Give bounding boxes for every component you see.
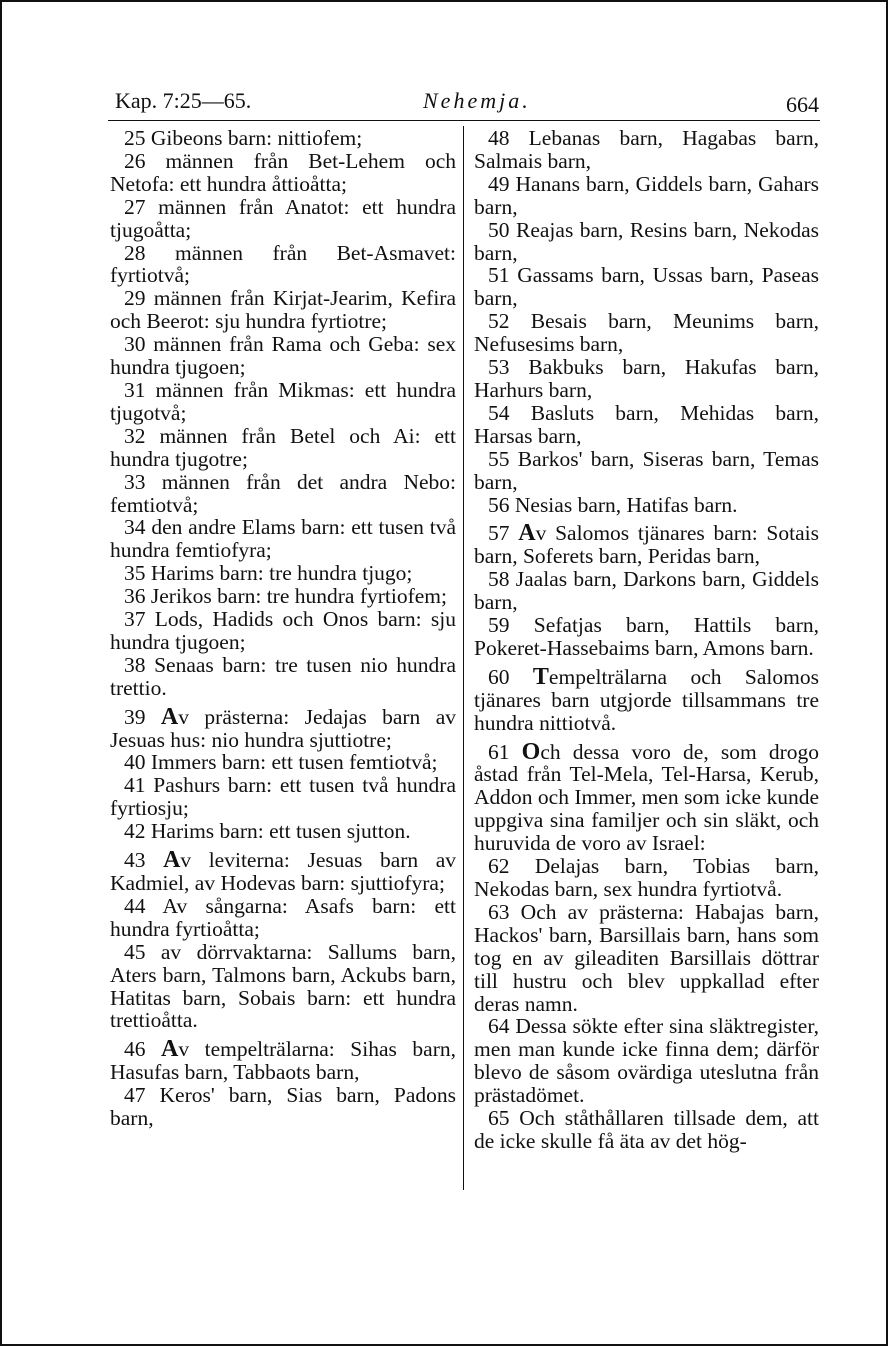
verse-text: Gibeons barn: nittiofem; — [150, 126, 363, 150]
verse-text: männen från Kirjat-Jearim, Kefira och Beerot: sju hundra fyrtiotre; — [110, 286, 456, 334]
verse-25 — [110, 127, 456, 150]
verse-56 — [474, 494, 819, 517]
left-column — [110, 127, 456, 1130]
verse-number: 52 — [488, 309, 510, 334]
verse-37 — [110, 608, 456, 654]
verse-number: 32 — [124, 423, 146, 448]
verse-29 — [110, 287, 456, 333]
verse-number: 34 — [124, 515, 146, 540]
verse-number: 42 — [124, 819, 146, 844]
verse-43 — [110, 849, 456, 895]
verse-59 — [474, 614, 819, 660]
verse-34 — [110, 516, 456, 562]
verse-number: 28 — [124, 240, 146, 265]
verse-number: 53 — [488, 355, 510, 380]
verse-text: v tempelträlarna: Sihas barn, Hasufas barn, Tabbaots barn, — [110, 1037, 456, 1085]
verse-text: männen från Betel och Ai: ett hundra tjugotre; — [110, 423, 456, 471]
verse-33 — [110, 471, 456, 517]
verse-63 — [474, 901, 819, 1016]
verse-48 — [474, 127, 819, 173]
verse-number: 47 — [124, 1083, 146, 1108]
verse-number: 49 — [488, 171, 510, 196]
verse-number: 45 — [124, 939, 146, 964]
verse-text: Gassams barn, Ussas barn, Paseas barn, — [474, 263, 819, 311]
verse-number: 35 — [124, 561, 146, 586]
verse-number: 43 — [124, 848, 146, 873]
right-column — [474, 127, 819, 1153]
verse-65 — [474, 1107, 819, 1153]
verse-text: ch dessa voro de, som drogo åstad från Tel-Mela, Tel-Harsa, Kerub, Addon och Immer, men som icke kunde uppgiva sina familjer och sin släkt, och huruvida de voro av Israel: — [474, 739, 819, 856]
verse-number: 63 — [488, 899, 510, 924]
verse-text: männen från Mikmas: ett hundra tjugotvå; — [110, 377, 457, 425]
verse-number: 29 — [124, 286, 146, 311]
verse-text: Harims barn: ett tusen sjutton. — [150, 819, 411, 844]
verse-52 — [474, 310, 819, 356]
verse-28 — [110, 242, 456, 288]
verse-text: Delajas barn, Tobias barn, Nekodas barn, sex hundra fyrtiotvå. — [474, 854, 819, 901]
verse-51 — [474, 264, 819, 310]
verse-text: Immers barn: ett tusen femtiotvå; — [150, 750, 438, 775]
verse-number: 40 — [124, 750, 146, 775]
verse-44 — [110, 895, 456, 941]
verse-47 — [110, 1084, 456, 1130]
verse-text: Basluts barn, Mehidas barn, Harsas barn, — [474, 400, 819, 448]
verse-41 — [110, 774, 456, 820]
verse-number: 38 — [124, 652, 146, 677]
verse-text: männen från det andra Nebo: femtiotvå; — [110, 469, 457, 517]
section-initial: A — [518, 520, 536, 547]
verse-number: 25 — [124, 126, 146, 150]
verse-text: Hanans barn, Giddels barn, Gahars barn, — [474, 171, 820, 219]
verse-text: v Salomos tjänares barn: Sotais barn, Soferets barn, Peridas barn, — [474, 521, 819, 569]
verse-50 — [474, 219, 819, 265]
verse-53 — [474, 356, 819, 402]
verse-number: 44 — [124, 893, 146, 918]
verse-text: Av sångarna: Asafs barn: ett hundra fyrtioåtta; — [110, 893, 456, 941]
verse-number: 30 — [124, 332, 146, 357]
verse-49 — [474, 173, 819, 219]
verse-62 — [474, 855, 819, 901]
verse-text: männen från Bet-Asmavet: fyrtiotvå; — [110, 240, 456, 288]
verse-number: 60 — [488, 664, 510, 689]
verse-text: Barkos' barn, Siseras barn, Temas barn, — [474, 446, 819, 494]
section-initial: T — [532, 663, 549, 690]
verse-46 — [110, 1038, 456, 1084]
verse-text: v prästerna: Jedajas barn av Jesuas hus: nio hundra sjuttiotre; — [110, 704, 457, 752]
verse-text: Lods, Hadids och Onos barn: sju hundra tjugoen; — [110, 607, 456, 654]
verse-text: Nesias barn, Hatifas barn. — [514, 492, 738, 517]
verse-64 — [474, 1015, 819, 1107]
page-number: 664 — [786, 92, 819, 117]
verse-text: Harims barn: tre hundra tjugo; — [150, 561, 413, 586]
verse-text: av dörrvaktarna: Sallums barn, Aters barn, Talmons barn, Ackubs barn, Hatitas barn, Sobais barn: ett hundra trettioåtta. — [110, 939, 457, 1033]
verse-text: Reajas barn, Resins barn, Nekodas barn, — [474, 217, 819, 265]
verse-text: Bakbuks barn, Hakufas barn, Harhurs barn, — [474, 355, 820, 402]
verse-number: 56 — [488, 492, 510, 517]
verse-number: 54 — [488, 400, 510, 425]
verse-text: Jerikos barn: tre hundra fyrtiofem; — [150, 584, 448, 609]
verse-text: Sefatjas barn, Hattils barn, Pokeret-Hassebaims barn, Amons barn. — [474, 613, 820, 660]
verse-31 — [110, 379, 456, 425]
verse-42 — [110, 820, 456, 843]
book-title: Nehemja. — [423, 88, 531, 113]
verse-number: 26 — [124, 148, 146, 173]
verse-number: 37 — [124, 607, 146, 632]
verse-27 — [110, 196, 456, 242]
section-initial: A — [163, 847, 181, 874]
verse-number: 57 — [488, 521, 510, 546]
verse-number: 61 — [488, 739, 510, 764]
verse-61 — [474, 738, 819, 856]
verse-text: den andre Elams barn: ett tusen två hundra femtiofyra; — [110, 515, 457, 563]
verse-number: 58 — [488, 567, 510, 592]
verse-number: 46 — [124, 1037, 146, 1062]
verse-text: Och ståthållaren tillsade dem, att de icke skulle få äta av det hög- — [474, 1106, 820, 1153]
verse-55 — [474, 448, 819, 494]
verse-number: 31 — [124, 377, 146, 402]
verse-38 — [110, 654, 456, 700]
verse-text: empelträlarna och Salomos tjänares barn utgjorde tillsammans tre hundra nittiotvå. — [474, 664, 819, 735]
verse-number: 33 — [124, 469, 146, 494]
verse-text: männen från Anatot: ett hundra tjugoåtta; — [110, 194, 457, 242]
verse-text: Och av prästerna: Habajas barn, Hackos' barn, Barsillais barn, hans som tog en av gileaditen Barsillais döttrar till hustru och blev uppkallad efter deras namn. — [474, 899, 820, 1016]
verse-number: 50 — [488, 217, 510, 242]
verse-number: 59 — [488, 613, 510, 638]
verse-number: 27 — [124, 194, 146, 219]
section-initial: A — [161, 1036, 179, 1063]
verse-number: 48 — [488, 126, 510, 150]
verse-text: männen från Rama och Geba: sex hundra tjugoen; — [110, 332, 457, 380]
verse-number: 51 — [488, 263, 510, 288]
section-initial: O — [521, 738, 541, 765]
verse-text: Senaas barn: tre tusen nio hundra trettio. — [110, 652, 456, 700]
running-header — [113, 84, 821, 118]
chapter-reference: Kap. 7:25—65. — [115, 88, 252, 113]
verse-number: 39 — [124, 704, 146, 729]
verse-57 — [474, 522, 819, 568]
verse-number: 55 — [488, 446, 510, 471]
verse-32 — [110, 425, 456, 471]
verse-number: 36 — [124, 584, 146, 609]
verse-text: Keros' barn, Sias barn, Padons barn, — [110, 1083, 456, 1131]
verse-30 — [110, 333, 456, 379]
verse-35 — [110, 562, 456, 585]
verse-36 — [110, 585, 456, 608]
verse-text: Jaalas barn, Darkons barn, Giddels barn, — [474, 567, 819, 615]
verse-39 — [110, 703, 457, 752]
verse-40 — [110, 751, 456, 774]
verse-text: Pashurs barn: ett tusen två hundra fyrtiosju; — [110, 773, 456, 821]
header-rule — [108, 120, 820, 121]
verse-text: Dessa sökte efter sina släktregister, men man kunde icke finna dem; därför blevo de såsom ovärdiga uteslutna från prästadömet. — [474, 1014, 819, 1108]
column-divider — [463, 126, 464, 1190]
verse-54 — [474, 402, 819, 448]
verse-text: v leviterna: Jesuas barn av Kadmiel, av Hodevas barn: sjuttiofyra; — [110, 848, 456, 895]
verse-45 — [110, 941, 456, 1033]
verse-number: 41 — [124, 773, 146, 798]
section-initial: A — [160, 703, 179, 730]
verse-text: Besais barn, Meunims barn, Nefusesims barn, — [474, 309, 819, 357]
verse-26 — [110, 150, 456, 196]
verse-text: männen från Bet-Lehem och Netofa: ett hundra åttioåtta; — [110, 148, 457, 196]
verse-60 — [474, 663, 819, 735]
verse-text: Lebanas barn, Hagabas barn, Salmais barn, — [474, 126, 819, 173]
verse-number: 65 — [488, 1106, 510, 1131]
verse-number: 64 — [488, 1014, 510, 1039]
verse-58 — [474, 568, 819, 614]
verse-number: 62 — [488, 854, 510, 879]
